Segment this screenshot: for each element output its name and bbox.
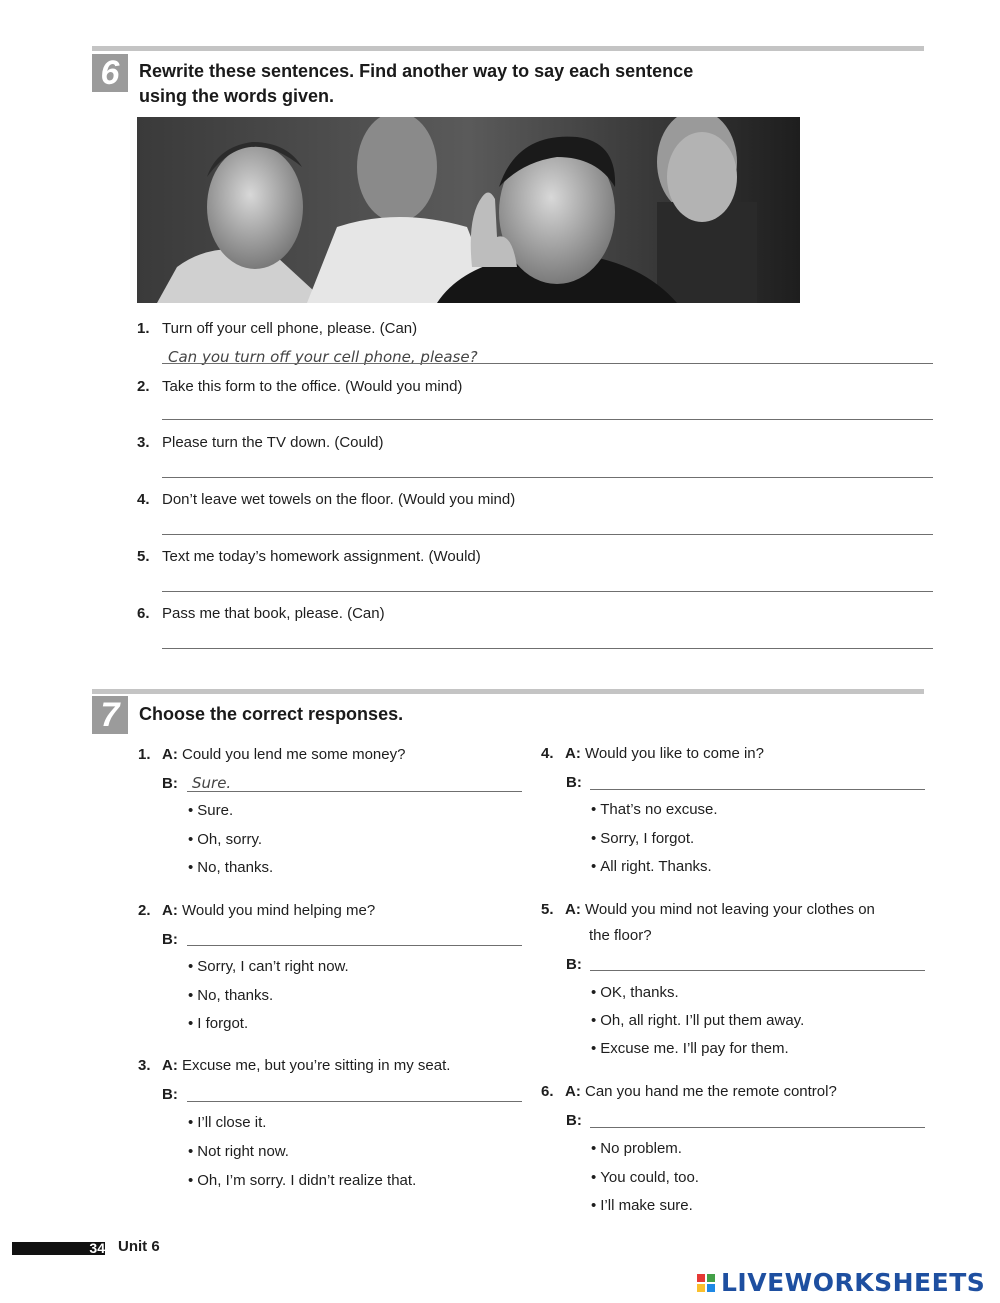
rewrite-answer-1[interactable]: Can you turn off your cell phone, please?	[168, 348, 478, 366]
option-5-c[interactable]: • Excuse me. I’ll pay for them.	[591, 1040, 789, 1057]
option-2-c[interactable]: • I forgot.	[188, 1015, 248, 1032]
answer-line-3[interactable]	[162, 477, 933, 478]
rewrite-item-4-text: Don’t leave wet towels on the floor. (Would you mind)	[162, 491, 516, 508]
dialogue-item-1: 1. A: Could you lend me some money?	[138, 746, 406, 763]
option-3-b[interactable]: • Not right now.	[188, 1143, 289, 1160]
dialogue-question-5-line2: the floor?	[589, 927, 652, 944]
b-label-2: B:	[162, 931, 178, 948]
option-1-b[interactable]: • Oh, sorry.	[188, 831, 262, 848]
response-line-4[interactable]	[590, 789, 925, 790]
section-6-title-line2: using the words given.	[139, 86, 335, 106]
section-6-header-bar	[92, 46, 924, 51]
liveworksheets-badge-icon	[697, 1274, 715, 1292]
answer-line-2[interactable]	[162, 419, 933, 420]
dialogue-question-1: Could you lend me some money?	[182, 746, 406, 763]
dialogue-question-5-line1: Would you mind not leaving your clothes on	[585, 901, 875, 918]
dialogue-question-4: Would you like to come in?	[585, 745, 764, 762]
unit-label: Unit 6	[118, 1238, 160, 1255]
option-1-a[interactable]: • Sure.	[188, 802, 233, 819]
rewrite-item-1: 1. Turn off your cell phone, please. (Can)	[137, 320, 418, 337]
option-6-b[interactable]: • You could, too.	[591, 1169, 699, 1186]
option-5-a[interactable]: • OK, thanks.	[591, 984, 679, 1001]
rewrite-item-5-text: Text me today’s homework assignment. (Would)	[162, 548, 481, 565]
option-6-c[interactable]: • I’ll make sure.	[591, 1197, 693, 1214]
dialogue-item-6: 6. A: Can you hand me the remote control?	[541, 1083, 837, 1100]
section-7-title: Choose the correct responses.	[139, 704, 404, 724]
dialogue-question-3: Excuse me, but you’re sitting in my seat.	[182, 1057, 451, 1074]
section-6-title-line1: Rewrite these sentences. Find another way to say each sentence	[139, 61, 694, 81]
group-photo-illustration	[137, 117, 800, 303]
liveworksheets-logo[interactable]	[697, 1268, 985, 1297]
option-2-b[interactable]: • No, thanks.	[188, 987, 273, 1004]
dialogue-item-2: 2. A: Would you mind helping me?	[138, 902, 376, 919]
rewrite-item-6-text: Pass me that book, please. (Can)	[162, 605, 385, 622]
liveworksheets-wordmark: LIVEWORKSHEETS	[721, 1268, 986, 1297]
response-line-2[interactable]	[187, 945, 522, 946]
answer-line-6[interactable]	[162, 648, 933, 649]
section-7-header-bar	[92, 689, 924, 694]
response-line-6[interactable]	[590, 1127, 925, 1128]
option-4-a[interactable]: • That’s no excuse.	[591, 801, 718, 818]
rewrite-item-1-text: Turn off your cell phone, please. (Can)	[162, 320, 418, 337]
dialogue-question-2: Would you mind helping me?	[182, 902, 376, 919]
rewrite-item-3: 3. Please turn the TV down. (Could)	[137, 434, 384, 451]
rewrite-item-2-text: Take this form to the office. (Would you mind)	[162, 378, 463, 395]
dialogue-answer-1[interactable]: Sure.	[192, 774, 232, 792]
option-4-b[interactable]: • Sorry, I forgot.	[591, 830, 694, 847]
b-label-3: B:	[162, 1086, 178, 1103]
section-7-number: 7	[92, 696, 128, 734]
section-6-number: 6	[92, 54, 128, 92]
dialogue-item-3: 3. A: Excuse me, but you’re sitting in my seat.	[138, 1057, 451, 1074]
option-1-c[interactable]: • No, thanks.	[188, 859, 273, 876]
option-3-a[interactable]: • I’ll close it.	[188, 1114, 266, 1131]
option-4-c[interactable]: • All right. Thanks.	[591, 858, 712, 875]
response-line-5[interactable]	[590, 970, 925, 971]
b-label-6: B:	[566, 1112, 582, 1129]
rewrite-item-4: 4. Don’t leave wet towels on the floor. (Would you mind)	[137, 491, 516, 508]
answer-line-4[interactable]	[162, 534, 933, 535]
rewrite-item-6: 6. Pass me that book, please. (Can)	[137, 605, 385, 622]
b-label-1: B:	[162, 775, 178, 792]
rewrite-item-2: 2. Take this form to the office. (Would you mind)	[137, 378, 463, 395]
option-2-a[interactable]: • Sorry, I can’t right now.	[188, 958, 349, 975]
rewrite-item-5: 5. Text me today’s homework assignment. (Would)	[137, 548, 481, 565]
rewrite-item-3-text: Please turn the TV down. (Could)	[162, 434, 384, 451]
group-photo	[137, 117, 800, 303]
b-label-4: B:	[566, 774, 582, 791]
dialogue-item-5: 5. A: Would you mind not leaving your clothes on	[541, 901, 875, 918]
response-line-3[interactable]	[187, 1101, 522, 1102]
option-5-b[interactable]: • Oh, all right. I’ll put them away.	[591, 1012, 804, 1029]
response-line-1[interactable]	[187, 791, 522, 792]
option-3-c[interactable]: • Oh, I’m sorry. I didn’t realize that.	[188, 1172, 416, 1189]
dialogue-item-4: 4. A: Would you like to come in?	[541, 745, 764, 762]
answer-line-1[interactable]	[162, 363, 933, 364]
option-6-a[interactable]: • No problem.	[591, 1140, 682, 1157]
answer-line-5[interactable]	[162, 591, 933, 592]
b-label-5: B:	[566, 956, 582, 973]
page-number: 34	[89, 1240, 105, 1256]
dialogue-question-6: Can you hand me the remote control?	[585, 1083, 837, 1100]
